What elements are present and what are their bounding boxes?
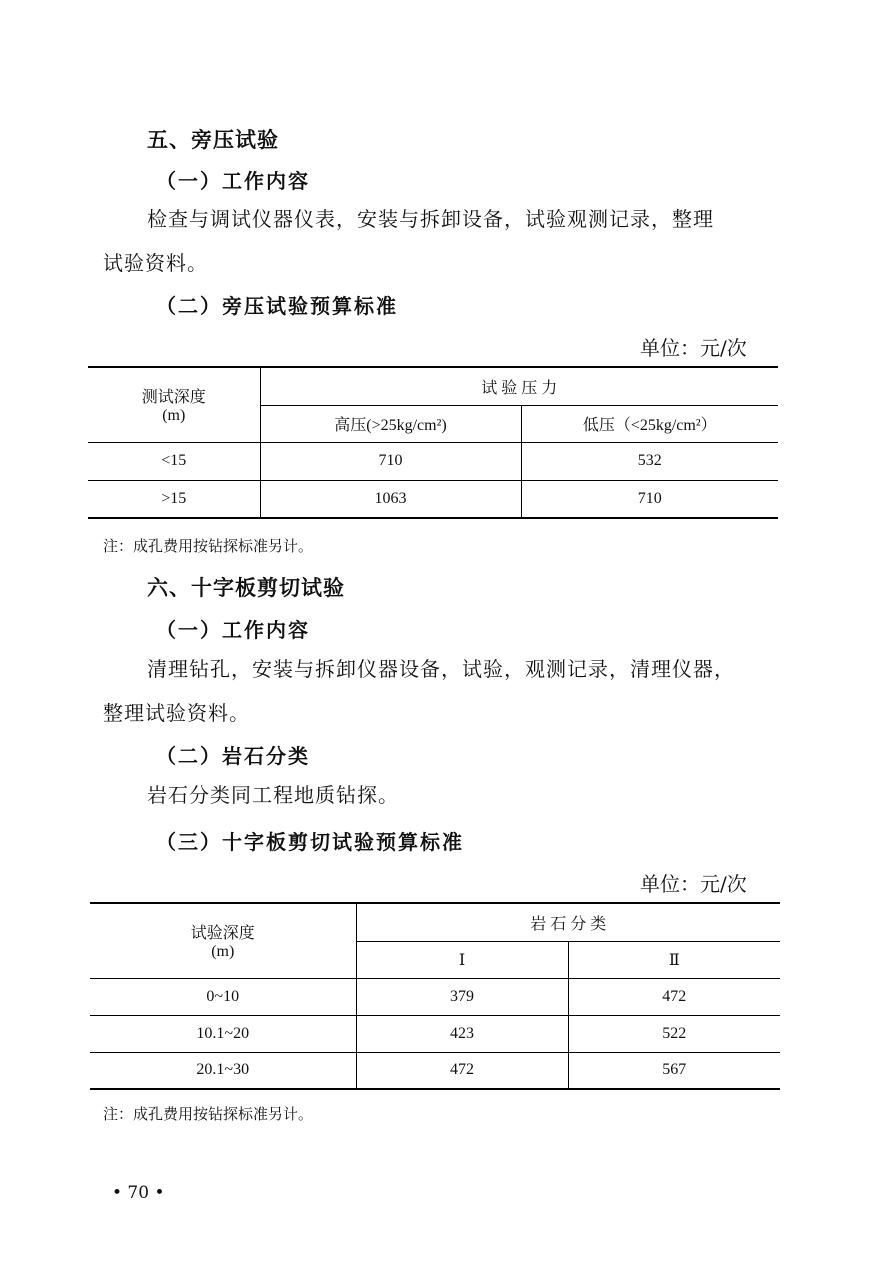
section6-sub2-title: （二）岩石分类	[156, 744, 310, 768]
value-cell: 532	[521, 442, 778, 480]
section5-sub1-para-line1: 检查与调试仪器仪表，安装与拆卸设备，试验观测记录，整理	[147, 207, 714, 231]
depth-header-label: 测试深度	[141, 389, 206, 407]
section5-title: 五、旁压试验	[147, 127, 279, 152]
section5-unit: 单位：元/次	[640, 336, 747, 360]
depth-cell: 0~10	[90, 978, 356, 1015]
value-cell: 379	[356, 978, 568, 1015]
depth-cell: <15	[88, 442, 260, 480]
section6-sub1-title: （一）工作内容	[156, 618, 310, 642]
table-row	[90, 1015, 780, 1052]
value-cell: 1063	[260, 480, 521, 518]
section5-sub1-title: （一）工作内容	[156, 169, 310, 193]
depth-header-unit: (m)	[211, 943, 235, 961]
depth-header	[90, 903, 356, 978]
pressure-group-header: 试 验 压 力	[260, 367, 778, 405]
section6-sub2-para: 岩石分类同工程地质钻探。	[147, 783, 399, 807]
section5-sub2-title: （二）旁压试验预算标准	[156, 294, 398, 318]
value-cell: 472	[568, 978, 780, 1015]
rock-class-group-header: 岩 石 分 类	[356, 903, 780, 941]
section5-sub1-para-line2: 试验资料。	[103, 251, 208, 275]
value-cell: 710	[521, 480, 778, 518]
section6-sub1-para-line1: 清理钻孔，安装与拆卸仪器设备，试验，观测记录，清理仪器，	[147, 657, 735, 681]
depth-header-label: 试验深度	[190, 925, 255, 943]
table-row	[88, 442, 778, 480]
section5-note: 注：成孔费用按钻探标准另计。	[103, 537, 314, 555]
depth-header-unit: (m)	[162, 407, 186, 425]
section6-title: 六、十字板剪切试验	[147, 575, 345, 600]
depth-cell: 10.1~20	[90, 1015, 356, 1052]
value-cell: 472	[356, 1052, 568, 1089]
depth-cell: 20.1~30	[196, 1061, 250, 1079]
high-pressure-header: 高压(>25kg/cm²)	[260, 405, 521, 442]
class-i-header: Ⅰ	[356, 941, 568, 978]
table-row	[88, 480, 778, 518]
section6-table	[90, 902, 780, 1090]
value-cell: 522	[568, 1015, 780, 1052]
section6-sub1-para-line2: 整理试验资料。	[103, 701, 250, 725]
table-row	[90, 1052, 780, 1089]
depth-header	[88, 367, 260, 442]
low-pressure-header: 低压（<25kg/cm²）	[521, 405, 778, 442]
section6-note: 注：成孔费用按钻探标准另计。	[103, 1105, 314, 1123]
table-row	[90, 978, 780, 1015]
value-cell: 710	[260, 442, 521, 480]
section6-unit: 单位：元/次	[640, 872, 747, 896]
page-number: • 70 •	[112, 1183, 165, 1203]
value-cell: 423	[356, 1015, 568, 1052]
value-cell: 567	[568, 1052, 780, 1089]
depth-cell: >15	[161, 489, 187, 507]
section6-sub3-title: （三）十字板剪切试验预算标准	[156, 830, 464, 854]
section5-table	[88, 366, 778, 519]
class-ii-header: Ⅱ	[568, 941, 780, 978]
